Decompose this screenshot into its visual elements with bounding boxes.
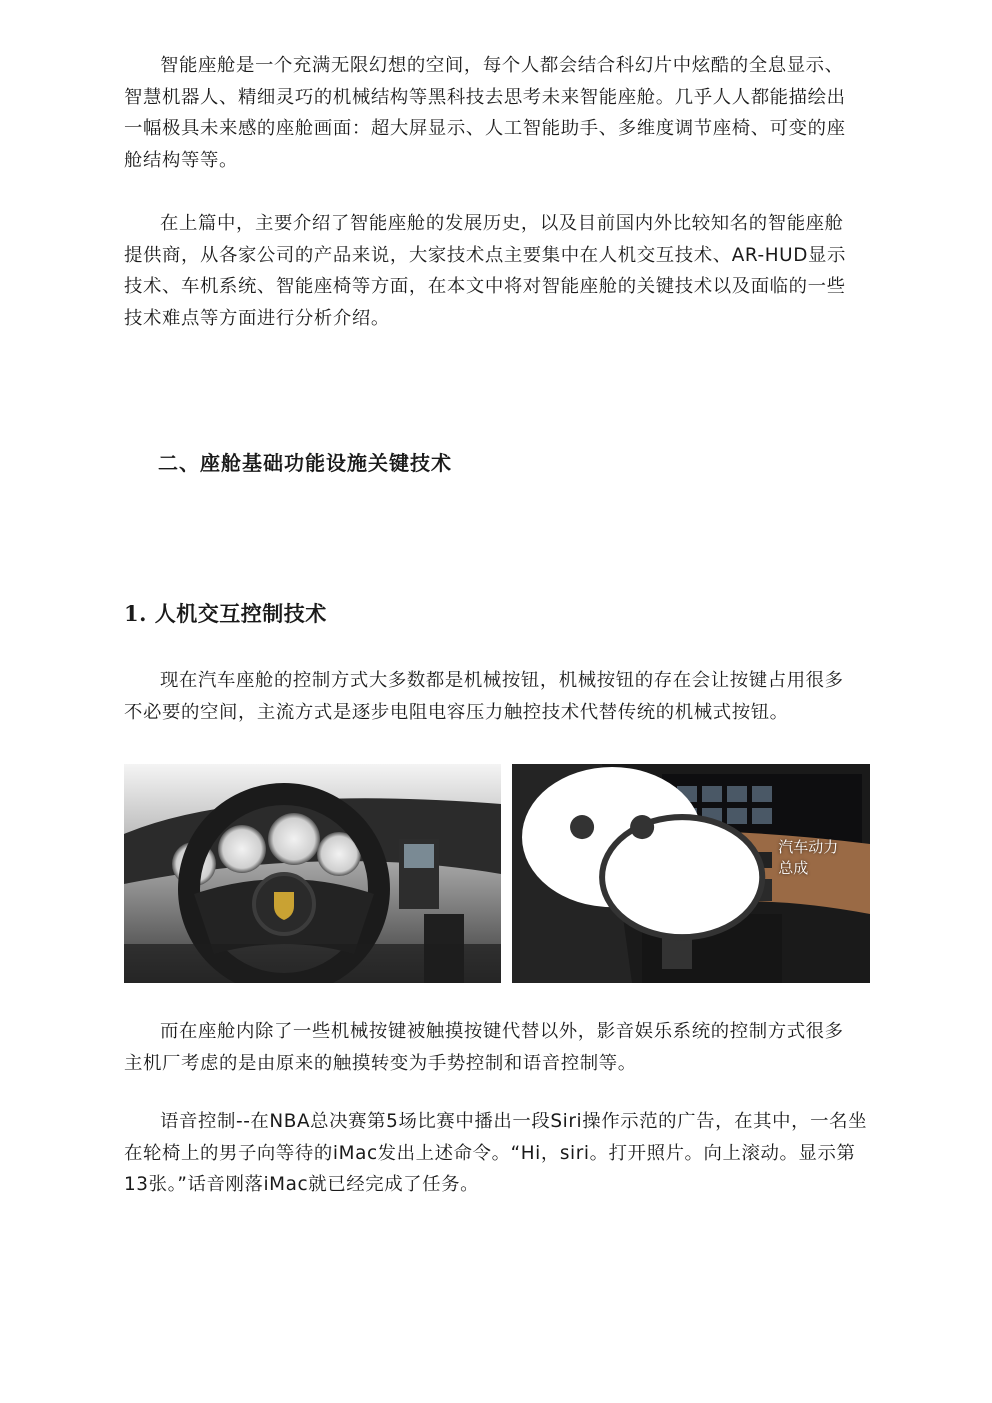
text-line: 在上篇中，主要介绍了智能座舱的发展历史，以及目前国内外比较知名的智能座舱	[160, 213, 844, 234]
text-line: 智能座舱是一个充满无限幻想的空间，每个人都会结合科幻片中炫酷的全息显示、	[160, 55, 844, 76]
paragraph-voice-control	[124, 1106, 872, 1201]
watermark	[512, 764, 848, 957]
text-line: 智慧机器人、精细灵巧的机械结构等黑科技去思考未来智能座舱。几乎人人都能描绘出	[124, 86, 846, 108]
text-line: 提供商，从各家公司的产品来说，大家技术点主要集中在人机交互技术、AR-HUD显示	[124, 244, 846, 266]
text-line: 技术难点等方面进行分析介绍。	[124, 307, 390, 329]
paragraph-touch-control	[124, 1016, 872, 1079]
text-line: 一幅极具未来感的座舱画面：超大屏显示、人工智能助手、多维度调节座椅、可变的座	[124, 118, 846, 139]
text-line: 在轮椅上的男子向等待的iMac发出上述命令。“Hi，siri。打开照片。向上滚动。显示第	[124, 1142, 856, 1164]
paragraph-intro	[124, 50, 872, 176]
section-heading: 二、座舱基础功能设施关键技术	[158, 451, 452, 475]
paragraph-previous-article	[124, 208, 872, 334]
text-line: 而在座舱内除了一些机械按键被触摸按键代替以外，影音娱乐系统的控制方式很多	[160, 1021, 844, 1042]
center-console-photo	[512, 764, 870, 983]
text-line: 主机厂考虑的是由原来的触摸转变为手势控制和语音控制等。	[124, 1052, 637, 1074]
text-line: 技术、车机系统、智能座椅等方面，在本文中将对智能座舱的关键技术以及面临的一些	[124, 276, 846, 297]
text-line: 现在汽车座舱的控制方式大多数都是机械按钮，机械按钮的存在会让按键占用很多	[160, 670, 844, 691]
text-line: 语音控制--在NBA总决赛第5场比赛中播出一段Siri操作示范的广告，在其中，一名坐	[160, 1111, 868, 1132]
watermark-text: 汽车动力总成	[778, 837, 839, 877]
text-line: 舱结构等等。	[124, 149, 238, 171]
paragraph-mechanical-buttons	[124, 665, 872, 728]
steering-wheel-photo	[124, 764, 501, 983]
text-line: 13张。”话音刚落iMac就已经完成了任务。	[124, 1174, 480, 1195]
wechat-icon	[512, 764, 772, 957]
subsection-heading: 1. 人机交互控制技术	[124, 601, 327, 626]
text-line: 不必要的空间，主流方式是逐步电阻电容压力触控技术代替传统的机械式按钮。	[124, 701, 789, 723]
